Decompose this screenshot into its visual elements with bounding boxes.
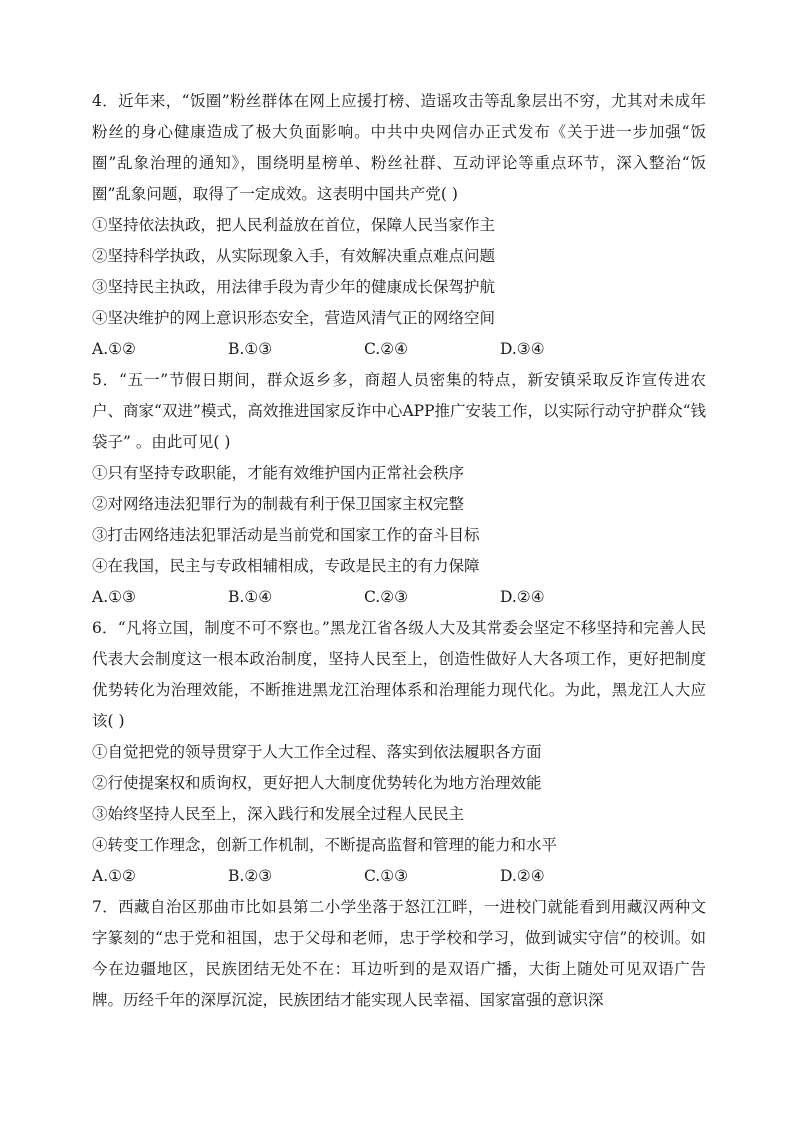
choice-d: D.②④	[500, 588, 545, 606]
choice-a: A.①②	[92, 867, 136, 885]
question-stem: 6．“凡将立国，制度不可不察也。”黑龙江省各级人大及其常委会坚定不移坚持和完善人民代表大会制度这一根本政治制度，坚持人民至上，创造性做好人大各项工作，更好把制度优势转化为治理效能，不断推进黑龙江治理体系和治理能力现代化。为此，黑龙江人大应该( )	[92, 619, 706, 730]
statement-option: ③始终坚持人民至上，深入践行和发展全过程人民民主	[92, 805, 465, 823]
choice-b: B.①④	[228, 588, 273, 606]
statement-option: ④在我国，民主与专政相辅相成，专政是民主的有力保障	[92, 557, 480, 575]
choice-a: A.①②	[92, 340, 136, 358]
choice-c: C.②④	[364, 340, 409, 358]
statement-option: ①只有坚持专政职能，才能有效维护国内正常社会秩序	[92, 464, 465, 482]
statement-option: ②对网络违法犯罪行为的制裁有利于保卫国家主权完整	[92, 495, 465, 513]
answer-choices	[92, 334, 706, 365]
choice-b: B.①③	[228, 340, 273, 358]
statement-option: ②行使提案权和质询权，更好把人大制度优势转化为地方治理效能	[92, 774, 542, 792]
question-stem: 5．“五一”节假日期间，群众返乡多，商超人员密集的特点，新安镇采取反诈宣传进农户、商家“双进”模式，高效推进国家反诈中心APP推广安装工作，以实际行动守护群众“钱袋子” 。由此可见( )	[92, 371, 706, 451]
statement-option: ④转变工作理念，创新工作机制，不断提高监督和管理的能力和水平	[92, 836, 558, 854]
choice-c: C.①③	[364, 867, 409, 885]
question-6	[92, 613, 706, 892]
choice-d: D.②④	[500, 867, 545, 885]
question-7	[92, 892, 706, 1016]
statement-option: ③坚持民主执政，用法律手段为青少年的健康成长保驾护航	[92, 278, 496, 296]
choice-d: D.③④	[500, 340, 545, 358]
question-4	[92, 86, 706, 365]
answer-choices	[92, 861, 706, 892]
statement-option: ③打击网络违法犯罪活动是当前党和国家工作的奋斗目标	[92, 526, 480, 544]
choice-c: C.②③	[364, 588, 409, 606]
question-stem: 4．近年来，“饭圈”粉丝群体在网上应援打榜、造谣攻击等乱象层出不穷，尤其对未成年粉丝的身心健康造成了极大负面影响。中共中央网信办正式发布《关于进一步加强“饭圈”乱象治理的通知》，围绕明星榜单、粉丝社群、互动评论等重点环节，深入整治“饭圈”乱象问题，取得了一定成效。这表明中国共产党( )	[92, 92, 706, 203]
exam-page	[92, 86, 706, 1016]
answer-choices	[92, 582, 706, 613]
statement-option: ①坚持依法执政，把人民利益放在首位，保障人民当家作主	[92, 216, 496, 234]
statement-option: ②坚持科学执政，从实际现象入手，有效解决重点难点问题	[92, 247, 496, 265]
choice-a: A.①③	[92, 588, 136, 606]
statement-option: ①自觉把党的领导贯穿于人大工作全过程、落实到依法履职各方面	[92, 743, 542, 761]
question-stem: 7．西藏自治区那曲市比如县第二小学坐落于怒江江畔，一进校门就能看到用藏汉两种文字篆刻的“忠于党和祖国，忠于父母和老师，忠于学校和学习，做到诚实守信”的校训。如今在边疆地区，民族团结无处不在：耳边听到的是双语广播，大街上随处可见双语广告牌。历经千年的深厚沉淀，民族团结才能实现人民幸福、国家富强的意识深	[92, 898, 706, 1009]
choice-b: B.②③	[228, 867, 273, 885]
question-5	[92, 365, 706, 613]
statement-option: ④坚决维护的网上意识形态安全，营造风清气正的网络空间	[92, 309, 496, 327]
